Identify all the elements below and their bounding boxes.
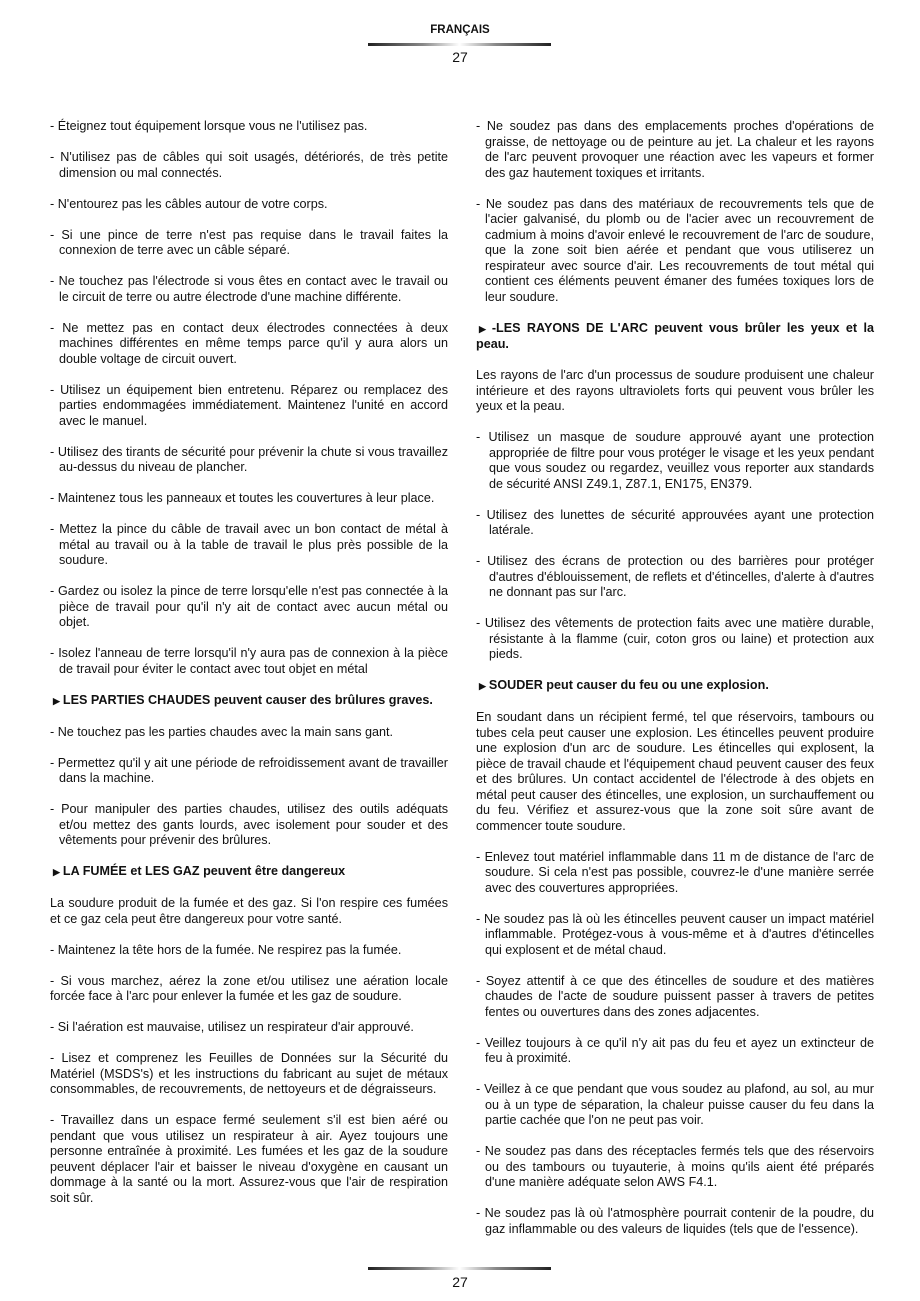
list-item: - Utilisez des tirants de sécurité pour prévenir la chute si vous travaillez au-dessus du niveau de plancher. (50, 444, 448, 474)
list-item: - Ne soudez pas dans des matériaux de recouvrements tels que de l'acier galvanisé, du plomb ou de l'acier avec un recouvrement de cadmium à moins d'avoir enlevé le recouvrement de l'arc de soudure, que la zone soit bien aérée et pendant que vous utiliserez un respirateur avec source d'air. Les recouvrements de tout métal qui contient ces éléments peuvent émaner des fumées toxiques lors de leur soudure. (476, 196, 874, 304)
paragraph: - Si l'aération est mauvaise, utilisez un respirateur d'air approuvé. (50, 1020, 414, 1034)
left-column (50, 119, 448, 1222)
list-item: - Utilisez un masque de soudure approuvé ayant une protection appropriée de filtre pour vous protéger le visage et les yeux pendant que vous soudez ou regardez, veuillez vous reporter aux standards de sécurité ANSI Z49.1, Z87.1, EN175, EN379. (476, 430, 874, 491)
list-item: - Utilisez des lunettes de sécurité approuvées ayant une protection latérale. (476, 507, 874, 537)
list-item: - Isolez l'anneau de terre lorsqu'il n'y aura pas de connexion à la pièce de travail pour éviter le contact avec tout objet en métal (50, 646, 448, 676)
list-item: - Ne touchez pas l'électrode si vous êtes en contact avec le travail ou le circuit de terre ou autre électrode d'une machine différente. (50, 274, 448, 304)
list-item: - N'entourez pas les câbles autour de votre corps. (50, 196, 328, 211)
header-page-number: 27 (452, 49, 468, 65)
header-language: FRANÇAIS (430, 24, 490, 36)
section-heading (476, 321, 874, 353)
paragraph: En soudant dans un récipient fermé, tel que réservoirs, tambours ou tubes cela peut causer une explosion. Les étincelles peuvent produire une explosion d'un arc de soudure. Les étincelles qui explosent, la pièce de travail chaude et l'équipement chaud peuvent causer des feux et des brûlures. Un contact accidentel de l'électrode à des objets en métal peut causer des étincelles, une explosion, un surchauffement ou du feu. Vérifiez et assurez-vous que la zone soit sûre avant de commencer toute soudure. (476, 710, 874, 833)
paragraph: - Lisez et comprenez les Feuilles de Données sur la Sécurité du Matériel (MSDS's) et les instructions du fabricant au sujet de métaux consommables, de recouvrements, de nettoyeurs et de dégraisseurs. (50, 1051, 448, 1096)
paragraph: La soudure produit de la fumée et des gaz. Si l'on respire ces fumées et ce gaz cela peut être dangereux pour votre santé. (50, 896, 448, 926)
list-item: - Veillez toujours à ce qu'il n'y ait pas du feu et ayez un extincteur de feu à proximité. (476, 1035, 874, 1065)
list-item: - Ne soudez pas là où les étincelles peuvent causer un impact matériel inflammable. Protégez-vous à vous-même et à d'autres d'étincelles qui explosent et de métal chaud. (476, 911, 874, 957)
list-item: - Enlevez tout matériel inflammable dans 11 m de distance de l'arc de soudure. Si cela n'est pas possible, couvrez-le d'une manière serrée avec des couvertures appropriées. (476, 849, 874, 895)
list-item: - Ne soudez pas dans des emplacements proches d'opérations de graisse, de nettoyage ou de peinture au jet. La chaleur et les rayons de l'arc peuvent provoquer une réaction avec les vapeurs et former des gaz hautement toxiques et irritants. (476, 119, 874, 180)
list-item: - Ne soudez pas dans des réceptacles fermés tels que des réservoirs ou des tambours ou tuyauterie, à moins qu'ils aient été préparés d'une manière adéquate selon AWS F4.1. (476, 1144, 874, 1189)
header-divider (368, 43, 551, 46)
list-item: - Gardez ou isolez la pince de terre lorsqu'elle n'est pas connectée à la pièce de travail pour qu'il n'y ait de contact avec aucun métal ou objet. (50, 584, 448, 629)
section-heading-text: LES PARTIES CHAUDES peuvent causer des brûlures graves. (62, 692, 433, 707)
triangle-bullet-icon: ▶ (479, 681, 486, 691)
list-item: - Utilisez des écrans de protection ou des barrières pour protéger d'autres d'éblouissement, de reflets et d'étincelles, d'alerte à d'autres ne donnant pas sur l'arc. (476, 554, 874, 599)
paragraph: - Travaillez dans un espace fermé seulement s'il est bien aéré ou pendant que vous utilisez un respirateur à air. Ayez toujours une personne entraînée à proximité. Les fumées et les gaz de la soudure peuvent déplacer l'air et baisser le niveau d'oxygène en causant un dommage à la santé ou la mort. Assurez-vous que l'air de respiration soit sûr. (50, 1113, 448, 1205)
triangle-bullet-icon: ▶ (479, 323, 489, 334)
list-item: - Pour manipuler des parties chaudes, utilisez des outils adéquats et/ou mettez des gants lourds, avec isolement pour souder et des vêtements pour prévenir des brûlures. (50, 802, 448, 847)
paragraph: - Si vous marchez, aérez la zone et/ou utilisez une aération locale forcée face à l'arc pour enlever la fumée et les gaz de soudure. (50, 973, 448, 1003)
footer-page-number: 27 (452, 1274, 468, 1290)
triangle-bullet-icon: ▶ (53, 867, 60, 877)
list-item: - Ne mettez pas en contact deux électrodes connectées à deux machines différentes en même temps parce qu'il y aura alors un double voltage de circuit ouvert. (50, 320, 448, 366)
list-item: - N'utilisez pas de câbles qui soit usagés, détériorés, de très petite dimension ou mal connectés. (50, 150, 448, 180)
list-item: - Si une pince de terre n'est pas requise dans le travail faites la connexion de terre avec un câble séparé. (50, 227, 448, 257)
list-item: - Maintenez tous les panneaux et toutes les couvertures à leur place. (50, 491, 435, 505)
section-heading (50, 864, 448, 881)
section-heading-text: SOUDER peut causer du feu ou une explosion. (488, 678, 769, 692)
right-column (476, 119, 874, 1253)
list-item: - Veillez à ce que pendant que vous soudez au plafond, au sol, au mur ou à un type de séparation, la chaleur puisse causer du feu dans la partie cachée que l'on ne peut pas voir. (476, 1082, 874, 1127)
list-item: - Mettez la pince du câble de travail avec un bon contact de métal à métal au travail ou à la table de travail le plus près possible de la soudure. (50, 522, 448, 567)
list-item: - Soyez attentif à ce que des étincelles de soudure et des matières chaudes de l'acte de soudure puissent passer à travers de petites fentes ou ouvertures dans des zones adjacentes. (476, 973, 874, 1019)
footer-divider (368, 1267, 551, 1270)
list-item: - Ne touchez pas les parties chaudes avec la main sans gant. (50, 724, 394, 739)
list-item: - Permettez qu'il y ait une période de refroidissement avant de travailler dans la machine. (50, 755, 448, 785)
triangle-bullet-icon: ▶ (53, 695, 60, 706)
list-item: - Ne soudez pas là où l'atmosphère pourrait contenir de la poudre, du gaz inflammable ou des valeurs de liquides (tels que de l'essence). (476, 1206, 874, 1236)
paragraph: - Maintenez la tête hors de la fumée. Ne respirez pas la fumée. (50, 942, 402, 957)
section-heading-text: LA FUMÉE et LES GAZ peuvent être dangereux (62, 864, 346, 878)
list-item: - Utilisez des vêtements de protection faits avec une matière durable, résistante à la flamme (cuir, coton gros ou laine) et protection aux pieds. (476, 616, 874, 661)
paragraph: Les rayons de l'arc d'un processus de soudure produisent une chaleur intérieure et des rayons ultraviolets forts qui peuvent vous brûler les yeux et la peau. (476, 368, 874, 413)
section-heading-text: -LES RAYONS DE L'ARC peuvent vous brûler les yeux et la peau. (476, 320, 874, 351)
list-item: - Utilisez un équipement bien entretenu. Réparez ou remplacez des parties endommagées immédiatement. Maintenez l'unité en accord avec le manuel. (50, 382, 448, 428)
list-item: - Éteignez tout équipement lorsque vous ne l'utilisez pas. (50, 119, 368, 133)
section-heading (476, 678, 874, 695)
section-heading (50, 693, 448, 710)
